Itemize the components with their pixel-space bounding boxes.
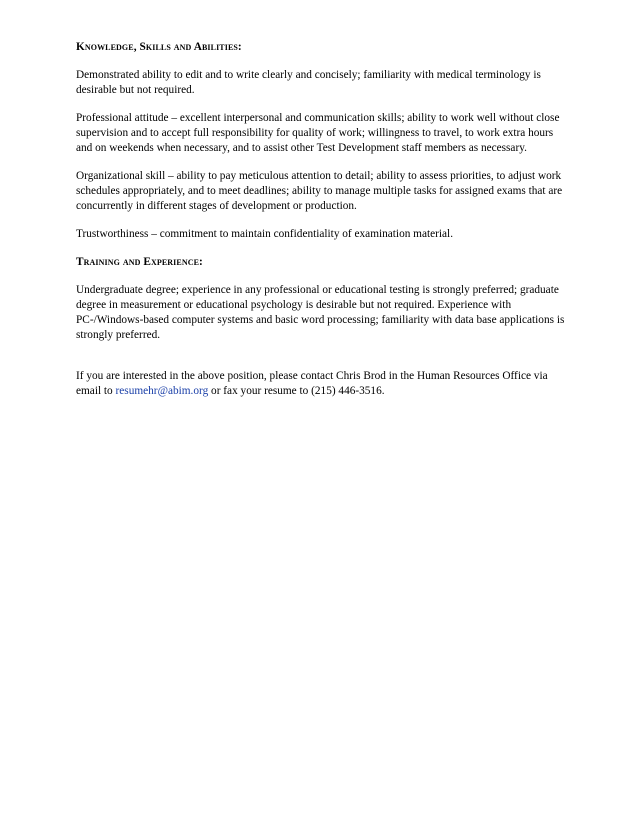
contact-paragraph bbox=[76, 369, 568, 399]
email-link[interactable]: resumehr@abim.org bbox=[115, 385, 209, 397]
training-heading: Training and Experience: bbox=[76, 256, 203, 268]
ksa-heading: Knowledge, Skills and Abilities: bbox=[76, 41, 242, 53]
ksa-paragraph-trustworthiness: Trustworthiness – commitment to maintain confidentiality of examination material. bbox=[76, 228, 454, 240]
ksa-paragraph-organizational-skill: Organizational skill – ability to pay meticulous attention to detail; ability to assess priorities, to adjust work schedules appropriately, and to meet deadlines; ability to manage multiple tasks for assigned exams that are concurrently in different stages of development or production. bbox=[76, 170, 563, 212]
blank-line bbox=[76, 356, 568, 369]
contact-text-before: If you are interested in the above position, please contact Chris Brod in the Human Resources Office via email to bbox=[76, 370, 548, 397]
contact-text-after: or fax your resume to (215) 446-3516. bbox=[208, 385, 385, 397]
ksa-paragraph-writing: Demonstrated ability to edit and to write clearly and concisely; familiarity with medical terminology is desirable but not required. bbox=[76, 69, 541, 96]
training-paragraph: Undergraduate degree; experience in any professional or educational testing is strongly preferred; graduate degree in measurement or educational psychology is desirable but not required. Experience with PC-/Windows-based computer systems and basic word processing; familiarity with data base applications is strongly preferred. bbox=[76, 284, 565, 341]
ksa-paragraph-professional-attitude: Professional attitude – excellent interpersonal and communication skills; ability to work well without close supervision and to accept full responsibility for quality of work; willingness to travel, to work extra hours and on weekends when necessary, and to assist other Test Development staff members as necessary. bbox=[76, 112, 560, 154]
document-page bbox=[76, 40, 568, 412]
